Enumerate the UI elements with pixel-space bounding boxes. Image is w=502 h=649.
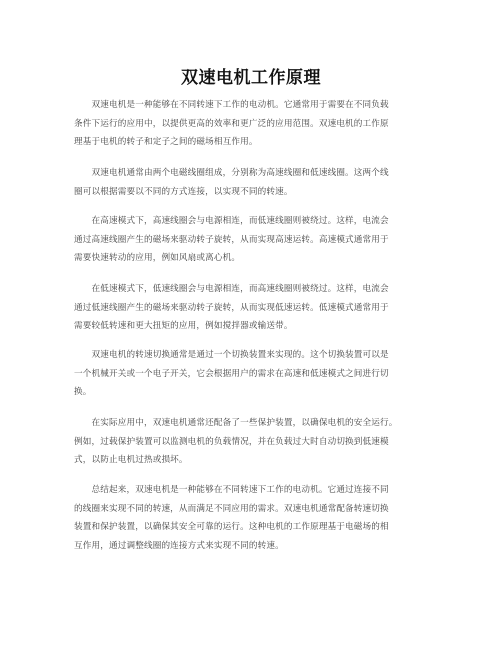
text-line: 互作用，通过调整线圈的连接方式来实现不同的转速。 xyxy=(74,540,284,551)
paragraph-6 xyxy=(74,414,434,470)
document-title: 双速电机工作原理 xyxy=(181,68,321,88)
text-line: 通过低速线圈产生的磁场来驱动转子旋转，从而实现低速运转。低速模式通常用于 xyxy=(74,302,389,313)
text-line: 条件下运行的应用中，以提供更高的效率和更广泛的应用范围。双速电机的工作原 xyxy=(74,118,389,129)
paragraph-4 xyxy=(74,280,434,336)
text-line: 需要较低转速和更大扭矩的应用，例如搅拌器或输送带。 xyxy=(74,321,293,331)
text-line: 式，以防止电机过热或损坏。 xyxy=(74,455,188,465)
text-line: 通过高速线圈产生的磁场来驱动转子旋转，从而实现高速运转。高速模式通常用于 xyxy=(74,234,389,245)
text-line: 双速电机是一种能够在不同转速下工作的电动机。它通常用于需要在不同负载 xyxy=(74,100,389,110)
paragraph-2 xyxy=(74,164,434,201)
paragraph-7 xyxy=(74,481,434,555)
text-line: 总结起来，双速电机是一种能够在不同转速下工作的电动机。它通过连接不同 xyxy=(74,485,389,495)
text-line: 例如，过载保护装置可以监测电机的负载情况，并在负载过大时自动切换到低速模 xyxy=(74,436,389,447)
paragraph-3 xyxy=(74,212,434,268)
text-line: 理基于电机的转子和定子之间的磁场相互作用。 xyxy=(74,137,258,147)
text-line: 双速电机的转速切换通常是通过一个切换装置来实现的。这个切换装置可以是 xyxy=(74,350,389,360)
text-line: 圈可以根据需要以不同的方式连接，以实现不同的转速。 xyxy=(74,186,293,197)
text-line: 装置和保护装置，以确保其安全可靠的运行。这种电机的工作原理基于电磁场的相 xyxy=(74,522,389,532)
text-line: 一个机械开关或一个电子开关，它会根据用户的需求在高速和低速模式之间进行切 xyxy=(74,368,389,379)
text-line: 在低速模式下，低速线圈会与电源相连，而高速线圈则被绕过。这样，电流会 xyxy=(74,284,389,294)
text-line: 需要快速转动的应用，例如风扇或离心机。 xyxy=(74,253,241,263)
text-line: 双速电机通常由两个电磁线圈组成，分别称为高速线圈和低速线圈。这两个线 xyxy=(74,168,389,178)
text-line: 在高速模式下，高速线圈会与电源相连，而低速线圈则被绕过。这样，电流会 xyxy=(74,216,389,226)
text-line: 在实际应用中，双速电机通常还配备了一些保护装置，以确保电机的安全运行。 xyxy=(74,418,398,428)
paragraph-1 xyxy=(74,96,434,152)
text-line: 换。 xyxy=(74,387,92,397)
text-line: 的线圈来实现不同的转速，从而满足不同应用的需求。双速电机通常配备转速切换 xyxy=(74,503,389,514)
paragraph-5 xyxy=(74,346,434,402)
